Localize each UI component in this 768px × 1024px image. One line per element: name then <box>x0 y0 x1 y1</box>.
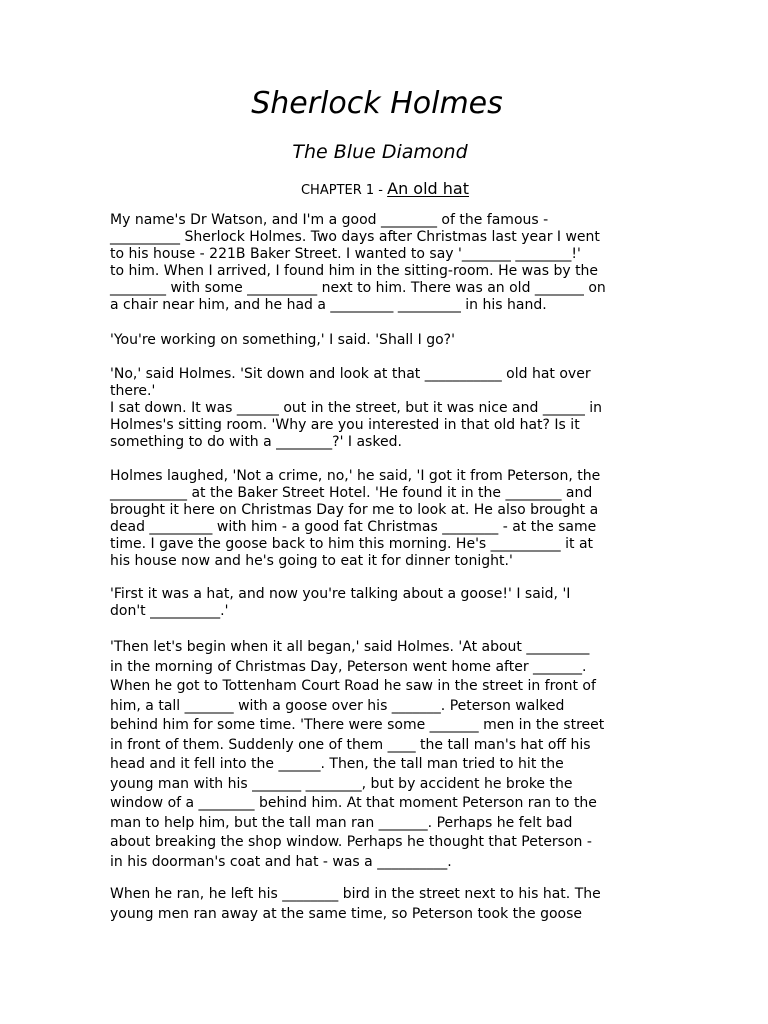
paragraph-3: 'No,' said Holmes. 'Sit down and look at that ___________ old hat over there.' I sat down. It was ______ out in the street, but it was nice and ______ in Holmes's sitting room. 'Why are you interested in that old hat? Is it something to do with a ________?' I asked. <box>110 366 603 450</box>
paragraph-5: 'First it was a hat, and now you're talking about a goose!' I said, 'I don't __________.' <box>110 586 571 619</box>
chapter-title: An old hat <box>387 179 469 198</box>
chapter-heading <box>0 178 768 202</box>
paragraph-4: Holmes laughed, 'Not a crime, no,' he said, 'I got it from Peterson, the ___________ at the Baker Street Hotel. 'He found it in the ________ and brought it here on Christmas Day for me to look at. He also brought a dead _________ with him - a good fat Christmas ________ - at the same time. I gave the goose back to him this morning. He's __________ it at his house now and he's going to eat it for dinner tonight.' <box>110 468 601 569</box>
chapter-prefix: CHAPTER 1 - <box>300 183 383 198</box>
paragraph-6: 'Then let's begin when it all began,' said Holmes. 'At about _________ in the morning of Christmas Day, Peterson went home after _______. When he got to Tottenham Court Road he saw in the street in front of him, a tall _______ with a goose over his _______. Peterson walked behind him for some time. 'There were some _______ men in the street in front of them. Suddenly one of them ____ the tall man's hat off his head and it fell into the ______. Then, the tall man tried to hit the young man with his _______ ________, but by accident he broke the window of a ________ behind him. At that moment Peterson ran to the man to help him, but the tall man ran _______. Perhaps he felt bad about breaking the shop window. Perhaps he thought that Peterson - in his doorman's coat and hat - was a __________. <box>110 639 605 870</box>
document-subtitle: The Blue Diamond <box>292 141 468 163</box>
document-title: Sherlock Holmes <box>251 86 503 121</box>
paragraph-7: When he ran, he left his ________ bird in the street next to his hat. The young men ran away at the same time, so Peterson took the goose <box>110 886 601 922</box>
paragraph-2: 'You're working on something,' I said. 'Shall I go?' <box>110 332 455 348</box>
paragraph-1: My name's Dr Watson, and I'm a good ________ of the famous - __________ Sherlock Holmes. Two days after Christmas last year I went to his house - 221B Baker Street. I wanted to say '_______ ________!' to him. When I arrived, I found him in the sitting-room. He was by the ________ with some __________ next to him. There was an old _______ on a chair near him, and he had a _________ _________ in his hand. <box>110 212 606 313</box>
